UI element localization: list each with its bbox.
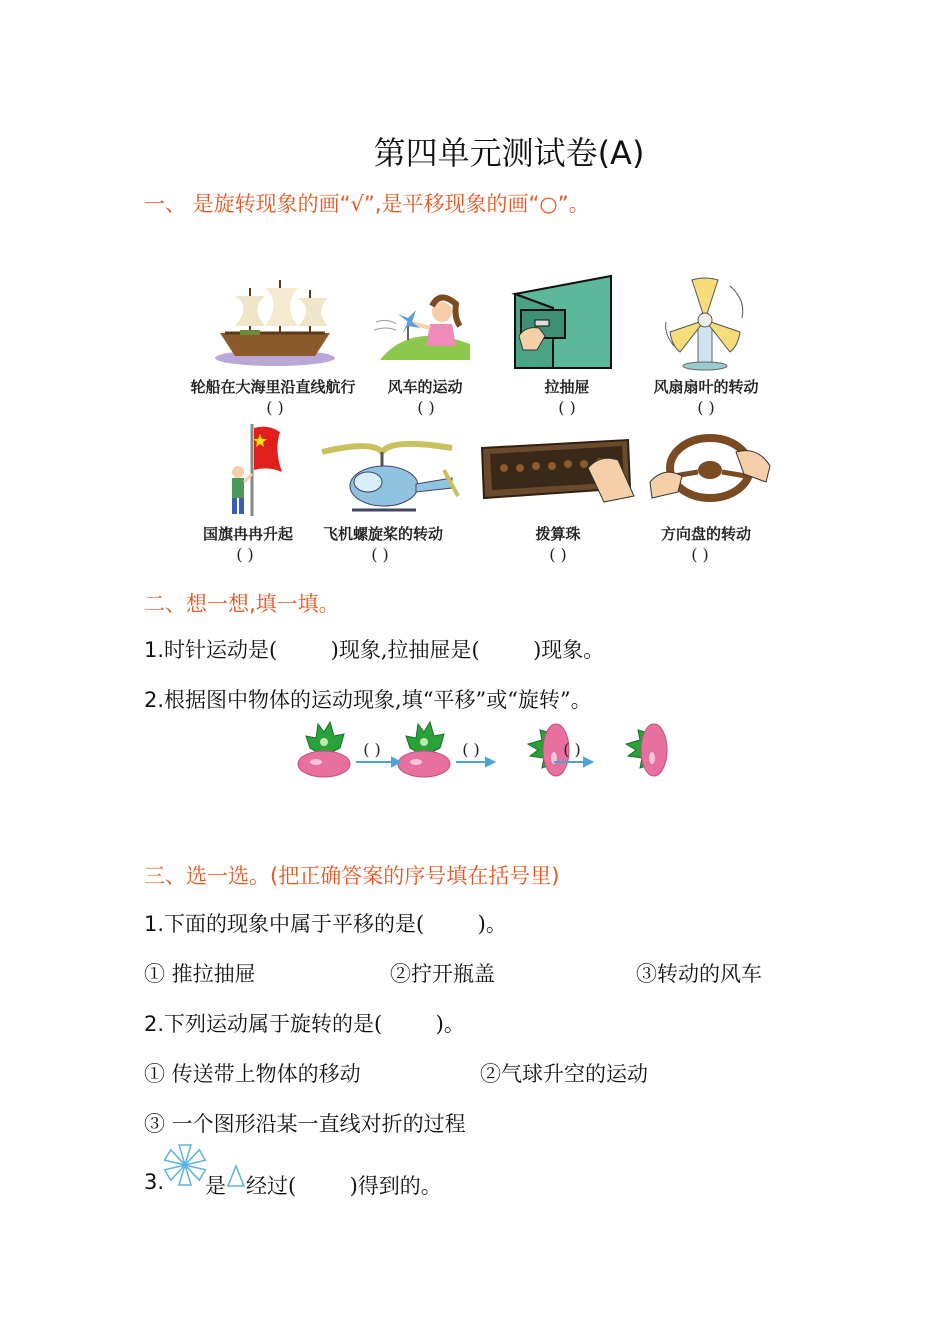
answer-blank-ship[interactable]: ( ) bbox=[266, 398, 284, 417]
question-number: 2. bbox=[144, 688, 165, 712]
plant-blank-1[interactable]: ( ) bbox=[363, 740, 381, 759]
plant-blank-3[interactable]: ( ) bbox=[563, 740, 581, 759]
caption-flag: 国旗冉冉升起 bbox=[202, 525, 293, 543]
option-1: ① 推拉抽屉 bbox=[144, 962, 256, 986]
question-text: 时针运动是( )现象,拉抽屉是( )现象。 bbox=[164, 638, 605, 662]
small-triangle-figure bbox=[226, 1164, 246, 1188]
answer-blank-steering-wheel[interactable]: ( ) bbox=[691, 545, 709, 564]
section-2-question-1 bbox=[144, 634, 604, 664]
question-3-text-b: 经过( )得到的。 bbox=[246, 1174, 442, 1198]
section-1-heading: 一、 是旋转现象的画“√”,是平移现象的画“○”。 bbox=[144, 192, 590, 216]
steering-wheel-picture bbox=[648, 432, 772, 514]
caption-helicopter: 飞机螺旋桨的转动 bbox=[322, 525, 443, 543]
question-number: 1. bbox=[144, 912, 165, 936]
answer-blank-flag[interactable]: ( ) bbox=[236, 545, 254, 564]
caption-steering-wheel: 方向盘的转动 bbox=[660, 525, 751, 543]
section-3-question-1 bbox=[144, 908, 507, 938]
option-3: ③ 一个图形沿某一直线对折的过程 bbox=[144, 1112, 466, 1136]
pinwheel-girl-picture bbox=[370, 282, 480, 362]
caption-ship: 轮船在大海里沿直线航行 bbox=[190, 378, 356, 396]
triangle-flower-figure bbox=[162, 1142, 208, 1188]
question-number: 1. bbox=[144, 638, 165, 662]
section-2-question-2 bbox=[144, 684, 592, 714]
question-text: 下列运动属于旋转的是( )。 bbox=[164, 1012, 465, 1036]
abacus-picture bbox=[478, 438, 634, 504]
answer-blank-pinwheel[interactable]: ( ) bbox=[417, 398, 435, 417]
question-number: 2. bbox=[144, 1012, 165, 1036]
answer-blank-helicopter[interactable]: ( ) bbox=[371, 545, 389, 564]
fan-picture bbox=[660, 276, 750, 370]
caption-abacus: 拨算珠 bbox=[535, 525, 581, 543]
answer-blank-fan[interactable]: ( ) bbox=[697, 398, 715, 417]
plant-blank-2[interactable]: ( ) bbox=[462, 740, 480, 759]
option-2: ②拧开瓶盖 bbox=[390, 962, 495, 986]
caption-fan: 风扇扇叶的转动 bbox=[653, 378, 759, 396]
caption-pinwheel: 风车的运动 bbox=[387, 378, 463, 396]
answer-blank-drawer[interactable]: ( ) bbox=[558, 398, 576, 417]
helicopter-picture bbox=[312, 430, 462, 516]
flag-picture bbox=[218, 420, 288, 518]
caption-drawer: 拉抽屉 bbox=[544, 378, 590, 396]
page-title: 第四单元测试卷(A) bbox=[373, 134, 645, 172]
drawer-picture bbox=[513, 274, 613, 370]
section-3-question-2 bbox=[144, 1008, 465, 1038]
question-text: 根据图中物体的运动现象,填“平移”或“旋转”。 bbox=[164, 688, 592, 712]
option-2: ②气球升空的运动 bbox=[480, 1062, 648, 1086]
question-text: 下面的现象中属于平移的是( )。 bbox=[164, 912, 507, 936]
option-3: ③转动的风车 bbox=[636, 962, 762, 986]
section-2-heading: 二、想一想,填一填。 bbox=[144, 592, 340, 616]
question-number: 3. bbox=[144, 1170, 165, 1194]
option-1: ① 传送带上物体的移动 bbox=[144, 1062, 361, 1086]
answer-blank-abacus[interactable]: ( ) bbox=[549, 545, 567, 564]
ship-picture bbox=[210, 278, 350, 368]
question-3-text-a: 是 bbox=[205, 1174, 226, 1198]
section-3-heading: 三、选一选。(把正确答案的序号填在括号里) bbox=[144, 864, 560, 888]
